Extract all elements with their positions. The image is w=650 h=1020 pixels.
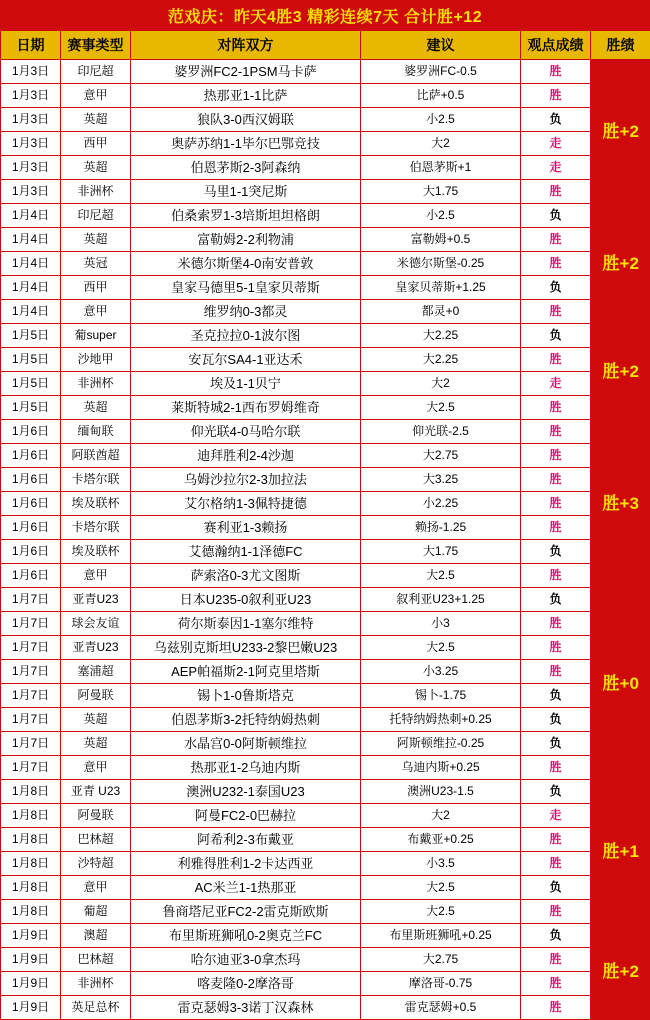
table-row: [1, 252, 650, 276]
column-header-match: 对阵双方: [131, 31, 361, 60]
cell-league: 阿曼联: [61, 684, 131, 708]
table-row: [1, 492, 650, 516]
table-row: [1, 60, 650, 84]
cell-date: 1月5日: [1, 396, 61, 420]
cell-league: 亚青 U23: [61, 780, 131, 804]
cell-league: 意甲: [61, 300, 131, 324]
cell-date: 1月8日: [1, 780, 61, 804]
cell-league: 卡塔尔联: [61, 468, 131, 492]
cell-league: 缅甸联: [61, 420, 131, 444]
cell-match: 热那亚1-2乌迪内斯: [131, 756, 361, 780]
table-row: [1, 876, 650, 900]
cell-date: 1月6日: [1, 564, 61, 588]
cell-result: 胜: [521, 228, 591, 252]
cell-advice: 阿斯顿维拉-0.25: [361, 732, 521, 756]
cell-advice: 米德尔斯堡-0.25: [361, 252, 521, 276]
column-header-advice: 建议: [361, 31, 521, 60]
cell-match: 艾尔格纳1-3佩特捷德: [131, 492, 361, 516]
column-header-result: 观点成绩: [521, 31, 591, 60]
cell-result: 负: [521, 108, 591, 132]
cell-result: 胜: [521, 564, 591, 588]
cell-league: 意甲: [61, 756, 131, 780]
cell-advice: 摩洛哥-0.75: [361, 972, 521, 996]
cell-league: 西甲: [61, 132, 131, 156]
table-row: [1, 972, 650, 996]
cell-advice: 小2.5: [361, 204, 521, 228]
cell-result: 负: [521, 732, 591, 756]
cell-advice: 大1.75: [361, 180, 521, 204]
table-row: [1, 756, 650, 780]
table-row: [1, 708, 650, 732]
cell-date: 1月8日: [1, 804, 61, 828]
cell-result: 胜: [521, 612, 591, 636]
cell-result: 走: [521, 156, 591, 180]
cell-advice: 大2.5: [361, 876, 521, 900]
cell-advice: 小2.25: [361, 492, 521, 516]
cell-result: 负: [521, 324, 591, 348]
cell-advice: 大2: [361, 132, 521, 156]
cell-result: 胜: [521, 828, 591, 852]
cell-league: 非洲杯: [61, 372, 131, 396]
cell-league: 英超: [61, 156, 131, 180]
cell-league: 印尼超: [61, 204, 131, 228]
table-row: [1, 948, 650, 972]
cell-advice: 大3.25: [361, 468, 521, 492]
cell-match: 莱斯特城2-1西布罗姆维奇: [131, 396, 361, 420]
cell-advice: 布戴亚+0.25: [361, 828, 521, 852]
cell-advice: 大2: [361, 804, 521, 828]
page-title: 范戏庆：昨天4胜3 精彩连续7天 合计胜+12: [0, 0, 650, 30]
cell-advice: 大2.5: [361, 396, 521, 420]
cell-advice: 大2.25: [361, 348, 521, 372]
table-row: [1, 372, 650, 396]
cell-date: 1月4日: [1, 204, 61, 228]
table-body: [1, 60, 650, 1020]
cell-match: 米德尔斯堡4-0南安普敦: [131, 252, 361, 276]
table-row: [1, 516, 650, 540]
cell-league: 葡超: [61, 900, 131, 924]
cell-league: 意甲: [61, 564, 131, 588]
cell-advice: 布里斯班狮吼+0.25: [361, 924, 521, 948]
table-row: [1, 84, 650, 108]
cell-league: 英超: [61, 228, 131, 252]
cell-league: 球会友谊: [61, 612, 131, 636]
cell-advice: 大1.75: [361, 540, 521, 564]
cell-result: 胜: [521, 348, 591, 372]
cell-league: 阿曼联: [61, 804, 131, 828]
cell-date: 1月6日: [1, 516, 61, 540]
cell-match: 维罗纳0-3都灵: [131, 300, 361, 324]
cell-match: 喀麦隆0-2摩洛哥: [131, 972, 361, 996]
cell-league: 阿联酋超: [61, 444, 131, 468]
cell-league: 埃及联杯: [61, 492, 131, 516]
cell-league: 英超: [61, 396, 131, 420]
cell-date: 1月4日: [1, 300, 61, 324]
cell-league: 意甲: [61, 876, 131, 900]
cell-date: 1月5日: [1, 348, 61, 372]
cell-date: 1月3日: [1, 180, 61, 204]
cell-result: 走: [521, 132, 591, 156]
cell-advice: 乌迪内斯+0.25: [361, 756, 521, 780]
cell-match: 赛利亚1-3赖扬: [131, 516, 361, 540]
cell-result: 胜: [521, 996, 591, 1020]
cell-date: 1月7日: [1, 732, 61, 756]
cell-result: 胜: [521, 420, 591, 444]
table-row: [1, 396, 650, 420]
cell-league: 英冠: [61, 252, 131, 276]
cell-league: 西甲: [61, 276, 131, 300]
column-header-league: 赛事类型: [61, 31, 131, 60]
cell-result: 走: [521, 372, 591, 396]
table-row: [1, 108, 650, 132]
table-row: [1, 852, 650, 876]
column-header-streak: 胜绩: [591, 31, 650, 60]
cell-date: 1月5日: [1, 324, 61, 348]
cell-match: 澳洲U232-1泰国U23: [131, 780, 361, 804]
cell-date: 1月9日: [1, 972, 61, 996]
table-row: [1, 180, 650, 204]
cell-date: 1月7日: [1, 636, 61, 660]
cell-result: 胜: [521, 252, 591, 276]
table-row: [1, 780, 650, 804]
cell-date: 1月8日: [1, 852, 61, 876]
table-row: [1, 588, 650, 612]
cell-match: 乌兹别克斯坦U233-2黎巴嫩U23: [131, 636, 361, 660]
table-row: [1, 564, 650, 588]
cell-result: 负: [521, 876, 591, 900]
cell-match: 婆罗洲FC2-1PSM马卡萨: [131, 60, 361, 84]
cell-advice: 大2.25: [361, 324, 521, 348]
cell-match: 乌姆沙拉尔2-3加拉法: [131, 468, 361, 492]
cell-match: 埃及1-1贝宁: [131, 372, 361, 396]
cell-league: 意甲: [61, 84, 131, 108]
table-row: [1, 276, 650, 300]
table-row: [1, 900, 650, 924]
cell-advice: 都灵+0: [361, 300, 521, 324]
cell-advice: 比萨+0.5: [361, 84, 521, 108]
cell-league: 英足总杯: [61, 996, 131, 1020]
cell-match: 伯恩茅斯3-2托特纳姆热刺: [131, 708, 361, 732]
table-row: [1, 468, 650, 492]
cell-advice: 大2.75: [361, 444, 521, 468]
cell-date: 1月6日: [1, 420, 61, 444]
cell-league: 非洲杯: [61, 972, 131, 996]
cell-match: 萨索洛0-3尤文图斯: [131, 564, 361, 588]
cell-result: 胜: [521, 84, 591, 108]
cell-league: 英超: [61, 732, 131, 756]
cell-league: 英超: [61, 708, 131, 732]
table-row: [1, 300, 650, 324]
cell-advice: 叙利亚U23+1.25: [361, 588, 521, 612]
table-row: [1, 684, 650, 708]
cell-date: 1月9日: [1, 948, 61, 972]
cell-advice: 雷克瑟姆+0.5: [361, 996, 521, 1020]
table-row: [1, 540, 650, 564]
cell-match: 伯恩茅斯2-3阿森纳: [131, 156, 361, 180]
cell-result: 负: [521, 276, 591, 300]
streak-badge: 胜+2: [591, 324, 650, 420]
cell-advice: 皇家贝蒂斯+1.25: [361, 276, 521, 300]
cell-result: 胜: [521, 468, 591, 492]
cell-advice: 小3.5: [361, 852, 521, 876]
cell-date: 1月8日: [1, 876, 61, 900]
cell-match: 仰光联4-0马哈尔联: [131, 420, 361, 444]
cell-result: 胜: [521, 60, 591, 84]
cell-result: 胜: [521, 300, 591, 324]
cell-match: 日本U235-0叙利亚U23: [131, 588, 361, 612]
predictions-table: [0, 30, 650, 1020]
cell-date: 1月7日: [1, 708, 61, 732]
cell-match: 哈尔迪亚3-0拿杰玛: [131, 948, 361, 972]
cell-league: 卡塔尔联: [61, 516, 131, 540]
cell-match: 荷尔斯泰因1-1塞尔维特: [131, 612, 361, 636]
cell-league: 塞浦超: [61, 660, 131, 684]
cell-date: 1月4日: [1, 276, 61, 300]
header-row: [1, 31, 650, 60]
cell-match: 锡卜1-0鲁斯塔克: [131, 684, 361, 708]
cell-advice: 仰光联-2.5: [361, 420, 521, 444]
table-row: [1, 996, 650, 1020]
cell-date: 1月7日: [1, 756, 61, 780]
cell-advice: 伯恩茅斯+1: [361, 156, 521, 180]
cell-date: 1月7日: [1, 684, 61, 708]
cell-advice: 赖扬-1.25: [361, 516, 521, 540]
cell-advice: 小2.5: [361, 108, 521, 132]
streak-badge: 胜+1: [591, 780, 650, 924]
cell-result: 胜: [521, 492, 591, 516]
cell-league: 澳超: [61, 924, 131, 948]
cell-date: 1月7日: [1, 588, 61, 612]
streak-badge: 胜+3: [591, 420, 650, 588]
cell-date: 1月6日: [1, 468, 61, 492]
cell-match: 利雅得胜利1-2卡达西亚: [131, 852, 361, 876]
cell-league: 巴林超: [61, 948, 131, 972]
cell-date: 1月3日: [1, 156, 61, 180]
cell-league: 亚青U23: [61, 588, 131, 612]
cell-date: 1月5日: [1, 372, 61, 396]
cell-league: 巴林超: [61, 828, 131, 852]
cell-league: 英超: [61, 108, 131, 132]
cell-date: 1月9日: [1, 924, 61, 948]
cell-advice: 澳洲U23-1.5: [361, 780, 521, 804]
cell-result: 胜: [521, 396, 591, 420]
streak-badge: 胜+2: [591, 204, 650, 324]
cell-result: 胜: [521, 900, 591, 924]
cell-advice: 婆罗洲FC-0.5: [361, 60, 521, 84]
cell-league: 葡super: [61, 324, 131, 348]
cell-match: 奥萨苏纳1-1毕尔巴鄂竞技: [131, 132, 361, 156]
cell-advice: 大2.5: [361, 636, 521, 660]
cell-match: 圣克拉拉0-1波尔图: [131, 324, 361, 348]
cell-league: 沙地甲: [61, 348, 131, 372]
cell-advice: 大2.5: [361, 900, 521, 924]
cell-match: 热那亚1-1比萨: [131, 84, 361, 108]
streak-badge: 胜+2: [591, 924, 650, 1020]
cell-match: 马里1-1突尼斯: [131, 180, 361, 204]
cell-result: 胜: [521, 636, 591, 660]
cell-match: 皇家马德里5-1皇家贝蒂斯: [131, 276, 361, 300]
cell-match: AEP帕福斯2-1阿克里塔斯: [131, 660, 361, 684]
table-header: [1, 31, 650, 60]
cell-match: 富勒姆2-2利物浦: [131, 228, 361, 252]
cell-advice: 大2: [361, 372, 521, 396]
cell-league: 沙特超: [61, 852, 131, 876]
column-header-date: 日期: [1, 31, 61, 60]
cell-league: 非洲杯: [61, 180, 131, 204]
cell-advice: 大2.75: [361, 948, 521, 972]
cell-advice: 富勒姆+0.5: [361, 228, 521, 252]
cell-date: 1月7日: [1, 612, 61, 636]
table-row: [1, 204, 650, 228]
cell-result: 负: [521, 780, 591, 804]
cell-date: 1月4日: [1, 252, 61, 276]
cell-date: 1月8日: [1, 900, 61, 924]
cell-result: 负: [521, 588, 591, 612]
cell-advice: 托特纳姆热刺+0.25: [361, 708, 521, 732]
cell-result: 负: [521, 708, 591, 732]
cell-date: 1月3日: [1, 132, 61, 156]
table-row: [1, 828, 650, 852]
cell-advice: 大2.5: [361, 564, 521, 588]
cell-result: 负: [521, 204, 591, 228]
cell-match: 迪拜胜利2-4沙迦: [131, 444, 361, 468]
cell-match: 伯桑索罗1-3培斯坦坦格朗: [131, 204, 361, 228]
cell-date: 1月8日: [1, 828, 61, 852]
cell-result: 负: [521, 684, 591, 708]
table-row: [1, 924, 650, 948]
cell-league: 印尼超: [61, 60, 131, 84]
table-row: [1, 660, 650, 684]
cell-date: 1月7日: [1, 660, 61, 684]
cell-date: 1月3日: [1, 84, 61, 108]
cell-result: 负: [521, 540, 591, 564]
cell-match: 狼队3-0西汉姆联: [131, 108, 361, 132]
cell-match: 布里斯班狮吼0-2奥克兰FC: [131, 924, 361, 948]
table-row: [1, 324, 650, 348]
table-row: [1, 348, 650, 372]
table-row: [1, 636, 650, 660]
cell-result: 胜: [521, 948, 591, 972]
table-row: [1, 156, 650, 180]
cell-match: 鲁商塔尼亚FC2-2雷克斯欧斯: [131, 900, 361, 924]
cell-date: 1月3日: [1, 60, 61, 84]
cell-match: 水晶宫0-0阿斯顿维拉: [131, 732, 361, 756]
cell-result: 胜: [521, 972, 591, 996]
cell-date: 1月6日: [1, 540, 61, 564]
cell-match: 安瓦尔SA4-1亚达禾: [131, 348, 361, 372]
cell-match: 阿曼FC2-0巴赫拉: [131, 804, 361, 828]
table-row: [1, 132, 650, 156]
cell-match: 雷克瑟姆3-3诺丁汉森林: [131, 996, 361, 1020]
table-row: [1, 612, 650, 636]
cell-result: 胜: [521, 444, 591, 468]
cell-advice: 锡卜-1.75: [361, 684, 521, 708]
table-row: [1, 444, 650, 468]
streak-badge: 胜+2: [591, 60, 650, 204]
cell-league: 亚青U23: [61, 636, 131, 660]
cell-result: 胜: [521, 516, 591, 540]
cell-advice: 小3.25: [361, 660, 521, 684]
cell-date: 1月9日: [1, 996, 61, 1020]
cell-date: 1月6日: [1, 492, 61, 516]
table-row: [1, 420, 650, 444]
cell-result: 负: [521, 924, 591, 948]
cell-result: 胜: [521, 180, 591, 204]
cell-match: 阿希利2-3布戴亚: [131, 828, 361, 852]
cell-result: 胜: [521, 756, 591, 780]
streak-badge: 胜+0: [591, 588, 650, 780]
cell-result: 胜: [521, 852, 591, 876]
cell-result: 胜: [521, 660, 591, 684]
table-row: [1, 228, 650, 252]
cell-advice: 小3: [361, 612, 521, 636]
table-row: [1, 804, 650, 828]
cell-date: 1月6日: [1, 444, 61, 468]
cell-result: 走: [521, 804, 591, 828]
cell-date: 1月3日: [1, 108, 61, 132]
cell-match: AC米兰1-1热那亚: [131, 876, 361, 900]
cell-match: 艾德瀚纳1-1泽德FC: [131, 540, 361, 564]
cell-date: 1月4日: [1, 228, 61, 252]
cell-league: 埃及联杯: [61, 540, 131, 564]
table-row: [1, 732, 650, 756]
